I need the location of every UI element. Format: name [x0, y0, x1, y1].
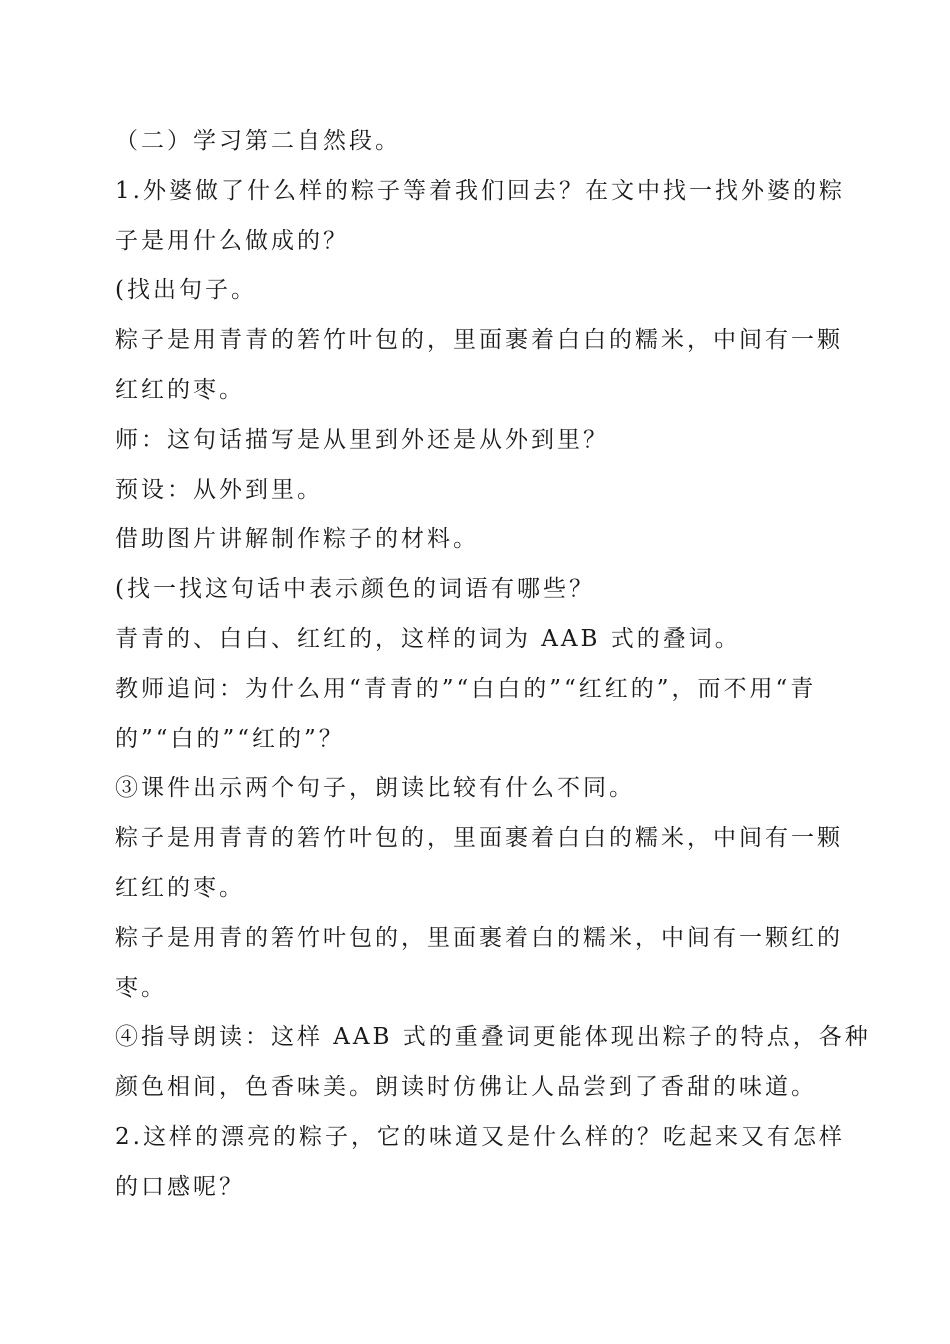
- paragraph-line: (找出句子。: [115, 277, 257, 304]
- paragraph-line: 红红的枣。: [115, 874, 245, 901]
- paragraph-line: 的”“白的”“红的”？: [115, 725, 345, 752]
- document-body: [115, 117, 871, 1213]
- section-heading: （二）学习第二自然段。: [115, 128, 401, 154]
- paragraph-line: 红红的枣。: [115, 376, 245, 403]
- paragraph-line: 粽子是用青青的箬竹叶包的，里面裹着白白的糯米，中间有一颗: [115, 825, 843, 852]
- paragraph-line: 借助图片讲解制作粽子的材料。: [115, 526, 479, 553]
- paragraph-line: ③课件出示两个句子，朗读比较有什么不同。: [115, 775, 635, 802]
- paragraph-line: 枣。: [115, 974, 167, 1001]
- paragraph-line: 的口感呢？: [115, 1173, 245, 1200]
- paragraph-line: 2.这样的漂亮的粽子，它的味道又是什么样的？吃起来又有怎样: [115, 1123, 845, 1150]
- paragraph-line: 师：这句话描写是从里到外还是从外到里？: [115, 426, 609, 453]
- paragraph-line: 教师追问：为什么用“青青的”“白白的”“红红的”，而不用“青: [115, 675, 817, 702]
- paragraph-line: 颜色相间，色香味美。朗读时仿佛让人品尝到了香甜的味道。: [115, 1074, 817, 1101]
- paragraph-line: (找一找这句话中表示颜色的词语有哪些？: [115, 576, 595, 603]
- paragraph-line: 粽子是用青的箬竹叶包的，里面裹着白的糯米，中间有一颗红的: [115, 924, 843, 951]
- paragraph-line: 粽子是用青青的箬竹叶包的，里面裹着白白的糯米，中间有一颗: [115, 327, 843, 354]
- paragraph-line: ④指导朗读：这样 AAB 式的重叠词更能体现出粽子的特点，各种: [115, 1024, 871, 1051]
- paragraph-line: 预设：从外到里。: [115, 476, 323, 503]
- paragraph-line: 子是用什么做成的？: [115, 227, 349, 254]
- paragraph-line: 1.外婆做了什么样的粽子等着我们回去？在文中找一找外婆的粽: [115, 177, 845, 204]
- paragraph-line: 青青的、白白、红红的，这样的词为 AAB 式的叠词。: [115, 625, 741, 652]
